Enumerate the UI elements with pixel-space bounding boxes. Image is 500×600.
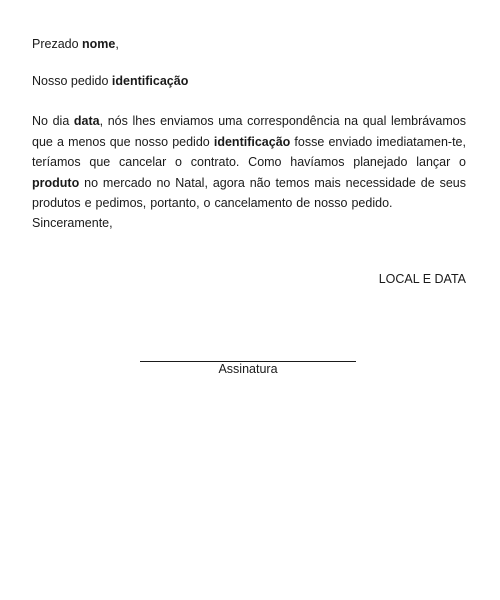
- body-text-3: fosse enviado imediatamen-te, teríamos que cancelar o contrato. Como havíamos planejado lançar o: [32, 134, 466, 169]
- subject-line: [32, 74, 188, 88]
- date-placeholder: data: [73, 114, 100, 128]
- signature-label: Assinatura: [218, 362, 278, 376]
- subject-prefix: Nosso pedido: [32, 74, 112, 88]
- greeting: [32, 37, 119, 51]
- product-placeholder: produto: [32, 175, 80, 190]
- greeting-suffix: ,: [115, 37, 119, 51]
- body-text-2: , nós lhes enviamos uma correspondência na qual lembrávamos que a menos que nosso pedido: [32, 114, 466, 149]
- closing: Sinceramente,: [32, 216, 113, 230]
- identification-placeholder: identificação: [213, 134, 291, 149]
- greeting-name-placeholder: nome: [82, 37, 116, 51]
- body-text-4: no mercado no Natal, agora não temos mais necessidade de seus produtos e pedimos, portanto, o cancelamento de nosso pedido.: [32, 175, 466, 210]
- body-text-1: No dia: [32, 114, 74, 128]
- greeting-prefix: Prezado: [32, 37, 83, 51]
- place-and-date: LOCAL E DATA: [378, 272, 466, 286]
- subject-identification-placeholder: identificação: [111, 74, 189, 88]
- body-paragraph: [32, 111, 466, 214]
